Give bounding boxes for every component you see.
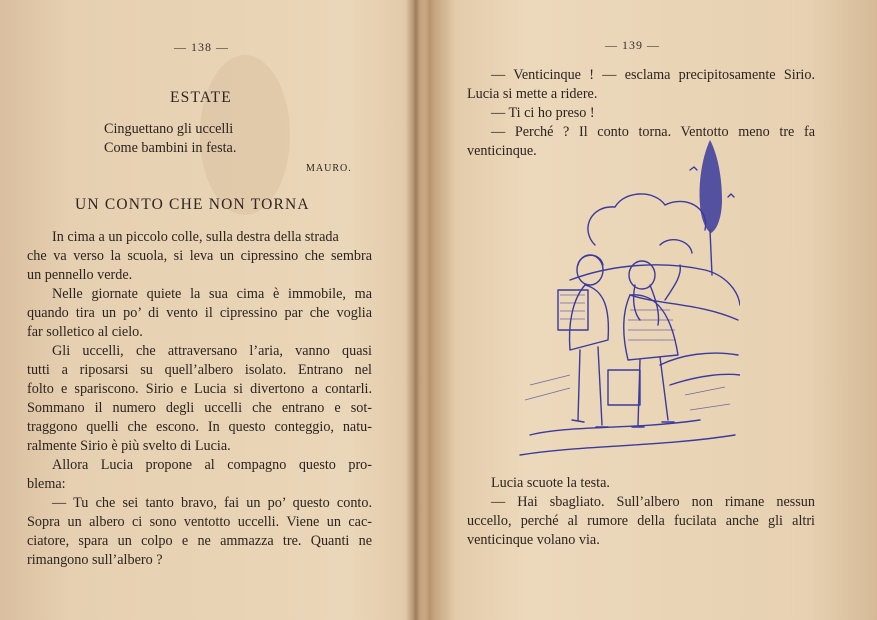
poem-author: MAURO. — [306, 163, 352, 174]
page-number: — 139 — — [605, 38, 660, 52]
text-line: traggono quelli che escono. In questo conteggio, natu- — [27, 419, 372, 435]
poem-line: Come bambini in festa. — [104, 140, 237, 156]
text-line: folto e spariscono. Sirio e Lucia si divertono a contarli. — [27, 381, 372, 397]
poem-line: Cinguettano gli uccelli — [104, 121, 234, 137]
story-title: UN CONTO CHE NON TORNA — [75, 196, 310, 213]
girl-braids — [634, 285, 659, 325]
girl-legs — [638, 357, 668, 425]
bird — [728, 194, 734, 197]
text-line: venticinque volano via. — [467, 532, 600, 548]
text-line: venticinque. — [467, 143, 537, 159]
text-line: Lucia si mette a ridere. — [467, 86, 598, 102]
text-line: — Hai sbagliato. Sull’albero non rimane nessun — [491, 494, 815, 510]
children-cypress-illustration — [510, 135, 740, 465]
text-line: Allora Lucia propone al compagno questo pro- — [52, 457, 372, 473]
text-line: — Ti ci ho preso ! — [491, 105, 595, 121]
text-line: Lucia scuote la testa. — [491, 475, 610, 491]
text-line: quando tira un po’ di vento il cipressino par che voglia — [27, 305, 372, 321]
text-line: — Perché ? Il conto torna. Ventotto meno tre fa — [491, 124, 815, 140]
poem-title: ESTATE — [170, 89, 232, 106]
cloud — [660, 240, 692, 253]
text-line: uccello, perché al rumore della fucilata anche gli altri — [467, 513, 815, 529]
cypress-trunk — [710, 230, 712, 275]
text-line: tutti a riposarsi su quell’albero isolato. Entrano nel — [27, 362, 372, 378]
text-line: — Tu che sei tanto bravo, fai un po’ questo conto. — [52, 495, 372, 511]
text-line: ciatore, spara un colpo e ne ammazza tre. Quanti ne — [27, 533, 372, 549]
text-line: — Venticinque ! — esclama precipitosamente Sirio. — [491, 67, 815, 83]
text-line: ralmente Sirio è più svelto di Lucia. — [27, 438, 231, 454]
text-line: Gli uccelli, che attraversano l’aria, vanno quasi — [52, 343, 372, 359]
boy-legs — [578, 347, 602, 425]
hill-slope — [630, 295, 738, 320]
girl-bag — [608, 370, 640, 405]
girl-arm — [665, 265, 680, 300]
text-line: Nelle giornate quiete la sua cima è immobile, ma — [52, 286, 372, 302]
text-line: che va verso la scuola, si leva un cipressino che sembra — [27, 248, 372, 264]
text-line: un pennello verde. — [27, 267, 133, 283]
text-line: far solletico al cielo. — [27, 324, 143, 340]
left-page — [0, 0, 414, 620]
text-line: Sopra un albero ci sono ventotto uccelli. Viene un cac- — [27, 514, 372, 530]
page-number: — 138 — — [174, 40, 229, 54]
girl-dress — [624, 295, 678, 360]
cypress-icon — [700, 140, 722, 233]
text-line: In cima a un piccolo colle, sulla destra della strada — [52, 229, 339, 245]
cloud — [588, 194, 706, 245]
text-line: Sommano il numero degli uccelli che entrano e sot- — [27, 400, 372, 416]
bird — [690, 167, 697, 170]
text-line: rimangono sull’albero ? — [27, 552, 163, 568]
text-line: blema: — [27, 476, 66, 492]
